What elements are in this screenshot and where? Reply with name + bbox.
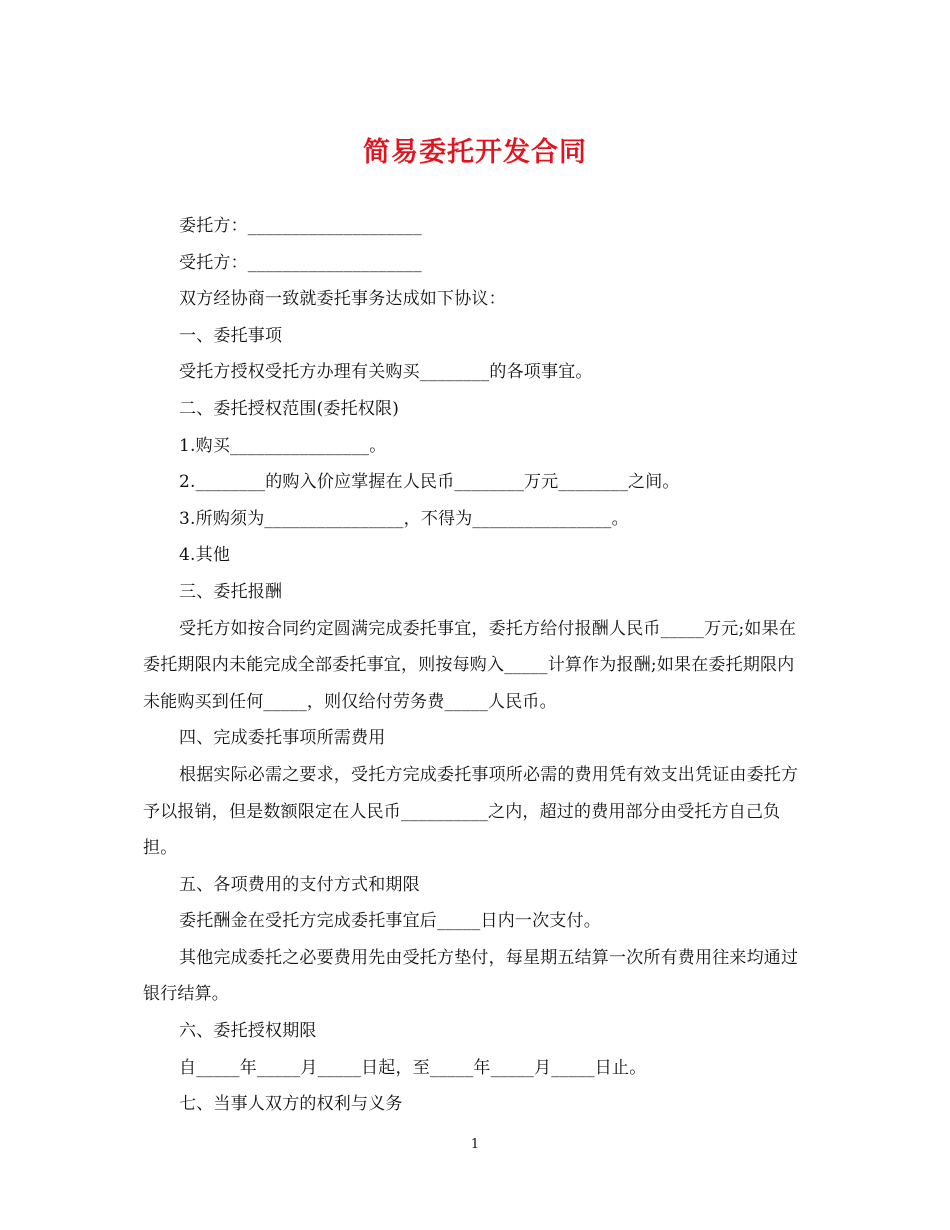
section-heading-7: 七、当事人双方的权利与义务: [179, 1094, 403, 1115]
section-4-text: 根据实际必需之要求，受托方完成委托事项所必需的费用凭有效支出凭证由委托方予以报销，但是数额限定在人民币__________之内，超过的费用部分由受托方自己负担。: [143, 764, 799, 859]
clause-2-1: 1.购买________________。: [179, 435, 387, 456]
page-number: 1: [470, 1137, 480, 1152]
agreement-intro: 双方经协商一致就委托事务达成如下协议：: [179, 289, 506, 310]
section-heading-5: 五、各项费用的支付方式和期限: [179, 874, 420, 895]
clause-2-4: 4.其他: [179, 545, 231, 566]
section-5-text-1: 委托酬金在受托方完成委托事宜后_____日内一次支付。: [179, 911, 601, 932]
section-heading-1: 一、委托事项: [179, 325, 283, 346]
section-5-text-2: 其他完成委托之必要费用先由受托方垫付，每星期五结算一次所有费用往来均通过银行结算。: [143, 947, 799, 1005]
section-heading-2: 二、委托授权范围(委托权限): [179, 398, 400, 419]
clause-2-2: 2.________的购入价应掌握在人民币________万元________之间。: [179, 472, 680, 493]
document-title: 简易委托开发合同: [363, 137, 587, 168]
document-body: [143, 208, 801, 1123]
client-party-line: 委托方：____________________: [179, 216, 422, 236]
section-6-text: 自_____年_____月_____日起，至_____年_____月_____日止。: [179, 1057, 647, 1078]
agent-party-line: 受托方：____________________: [179, 252, 422, 273]
section-1-text: 受托方授权受托方办理有关购买________的各项事宜。: [179, 362, 593, 383]
section-heading-6: 六、委托授权期限: [179, 1021, 317, 1042]
clause-2-3: 3.所购须为________________，不得为________________。: [179, 508, 629, 529]
section-3-text: 受托方如按合同约定圆满完成委托事宜，委托方给付报酬人民币_____万元;如果在委托期限内未能完成全部委托事宜，则按每购入_____计算作为报酬;如果在委托期限内未能购买到任何_____，则仅给付劳务费_____人民币。: [143, 618, 797, 712]
section-heading-4: 四、完成委托事项所需费用: [179, 728, 386, 749]
section-heading-3: 三、委托报酬: [179, 581, 283, 602]
